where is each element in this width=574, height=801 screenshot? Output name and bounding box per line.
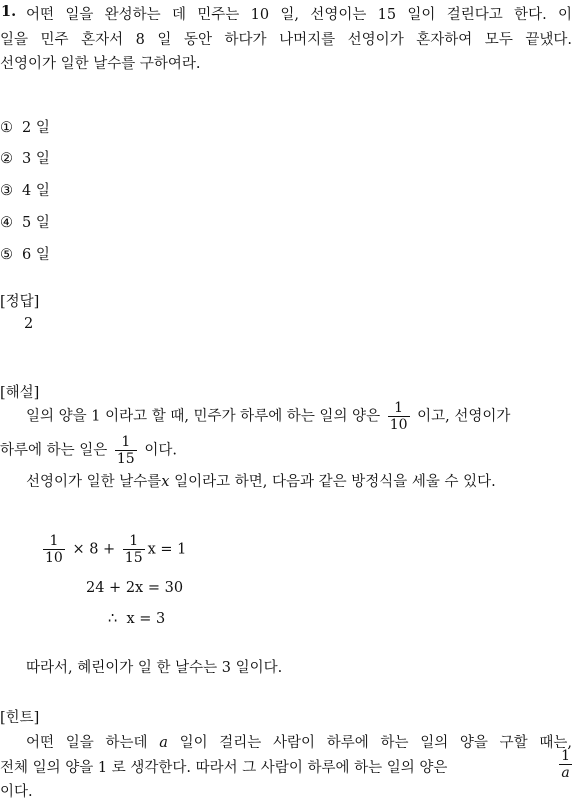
explanation-text: 이다. (144, 442, 177, 459)
equation-operator: × 8 + (72, 541, 116, 558)
question-line-2: 일을 민주 혼자서 8 일 동안 하다가 나머지를 선영이가 혼자하여 모두 끝냈다. (0, 32, 572, 48)
choice-3[interactable] (0, 179, 50, 200)
fraction-one-fifteenth (123, 533, 145, 566)
question-line-3: 선영이가 일한 날수를 구하여라. (0, 56, 201, 72)
answer-label: [정답] (0, 294, 40, 310)
hint-line-3: 이다. (0, 784, 33, 800)
choice-5[interactable] (0, 243, 50, 264)
explanation-text: 선영이가 일한 날수를 (26, 474, 162, 490)
fraction-denominator: a (561, 765, 570, 782)
hint-label: [힌트] (0, 710, 40, 726)
choice-4-mark: ④ (0, 215, 13, 231)
choice-1-mark: ① (0, 120, 13, 136)
fraction-numerator: 1 (561, 748, 570, 764)
equation-3 (108, 611, 165, 627)
explanation-text: 일의 양을 1 이라고 할 때, 민주가 하루에 하는 일의 양은 (26, 408, 381, 425)
answer-value: 2 (24, 316, 34, 332)
explanation-text: 이고, 선영이가 (417, 408, 511, 425)
variable-x: x (161, 474, 170, 490)
equation-rhs: x = 1 (147, 541, 187, 558)
explanation-line-2 (0, 434, 177, 467)
choice-3-text: 4 일 (22, 183, 50, 199)
explanation-text: 일이라고 하면, 다음과 같은 방정식을 세울 수 있다. (174, 474, 496, 490)
hint-text: 어떤 일을 하는데 (26, 735, 148, 751)
choice-5-mark: ⑤ (0, 247, 13, 263)
hint-line-2 (0, 748, 572, 788)
explanation-label: [해설] (0, 385, 40, 401)
choice-1[interactable] (0, 116, 50, 137)
fraction-one-tenth (43, 533, 65, 566)
choice-3-mark: ③ (0, 183, 13, 199)
question-line-1: 어떤 일을 완성하는 데 민주는 10 일, 선영이는 15 일이 걸린다고 한다. 이 (26, 7, 572, 23)
fraction-numerator: 1 (121, 434, 131, 450)
fraction-numerator: 1 (49, 533, 59, 549)
fraction-denominator: 15 (116, 451, 135, 468)
fraction-denominator: 10 (45, 550, 63, 567)
choice-2[interactable] (0, 147, 50, 168)
choice-1-text: 2 일 (22, 120, 50, 136)
choice-5-text: 6 일 (22, 247, 50, 263)
choice-2-text: 3 일 (22, 151, 50, 167)
choice-4[interactable] (0, 211, 50, 232)
fraction-denominator: 15 (124, 550, 143, 567)
explanation-text: 하루에 하는 일은 (0, 442, 108, 459)
explanation-line-3 (26, 470, 496, 491)
variable-a: a (159, 735, 168, 751)
hint-text: 전체 일의 양을 1 로 생각한다. 따라서 그 사람이 하루에 하는 일의 양은 (0, 760, 448, 776)
fraction-one-tenth (388, 400, 410, 433)
equation-2: 24 + 2x = 30 (86, 580, 184, 596)
fraction-one-fifteenth (115, 434, 137, 467)
fraction-denominator: 10 (389, 417, 408, 434)
question-number: 1. (1, 3, 17, 20)
equation-result: x = 3 (126, 611, 166, 627)
explanation-line-1 (26, 400, 510, 433)
choice-2-mark: ② (0, 151, 13, 167)
explanation-conclusion: 따라서, 혜린이가 일 한 날수는 3 일이다. (26, 660, 283, 676)
fraction-one-over-a (559, 748, 572, 781)
therefore-symbol: ∴ (108, 611, 118, 627)
equation-1 (40, 533, 186, 566)
hint-text: 일이 걸리는 사람이 하루에 하는 일의 양을 구할 때는, (179, 735, 572, 751)
fraction-numerator: 1 (129, 533, 139, 549)
choice-4-text: 5 일 (22, 215, 50, 231)
fraction-numerator: 1 (394, 400, 404, 416)
